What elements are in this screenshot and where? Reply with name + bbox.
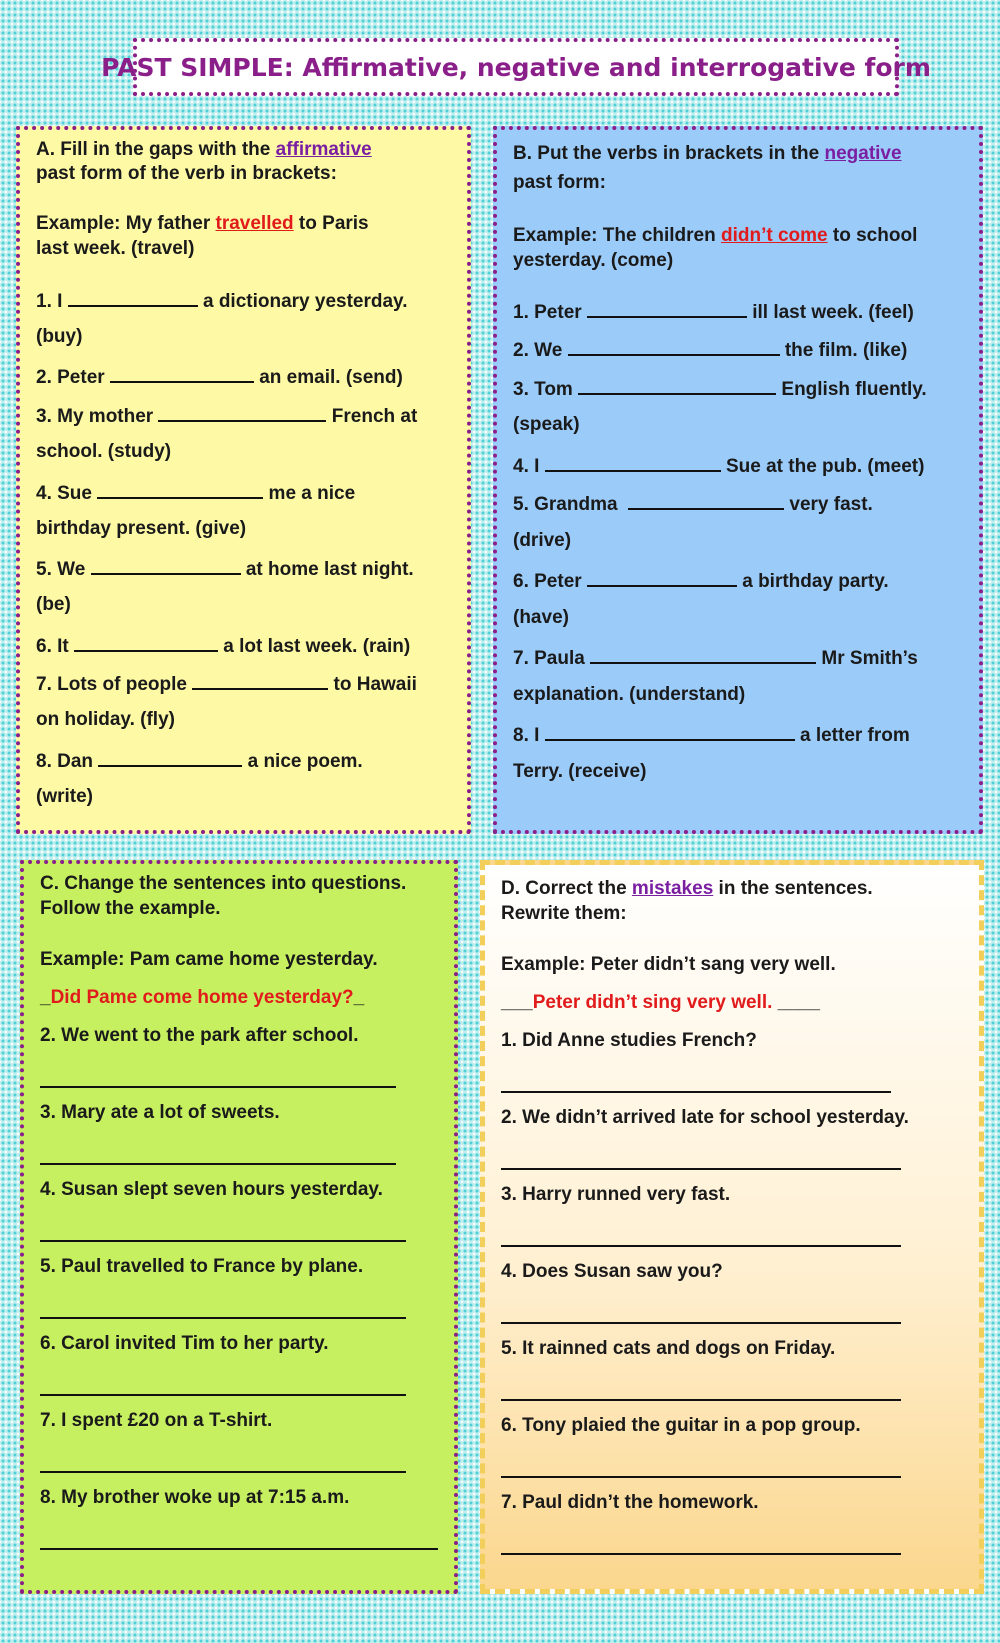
mistakes-keyword: mistakes <box>631 878 714 899</box>
panel-c-heading-line2: Follow the example. <box>40 898 221 919</box>
panel-d-heading: D. Correct the mistakes in the sentences. <box>501 878 873 899</box>
panel-d-example: Example: Peter didn’t sang very well. <box>501 954 836 975</box>
panel-d-heading-line2: Rewrite them: <box>501 903 627 924</box>
example-answer: didn’t come <box>721 225 828 246</box>
question-b6: 6. Peter a birthday party. <box>513 567 889 594</box>
answer-line[interactable] <box>501 1399 901 1401</box>
answer-blank[interactable] <box>587 298 747 318</box>
question-c3: 3. Mary ate a lot of sweets. <box>40 1102 280 1123</box>
panel-a-example-line2: last week. (travel) <box>36 238 195 259</box>
panel-a-heading-line2: past form of the verb in brackets: <box>36 163 337 184</box>
affirmative-keyword: affirmative <box>275 139 372 160</box>
question-b3-cont: (speak) <box>513 414 580 435</box>
question-b4: 4. I Sue at the pub. (meet) <box>513 452 924 479</box>
question-b7: 7. Paula Mr Smith’s <box>513 644 918 671</box>
answer-blank[interactable] <box>74 632 218 652</box>
panel-c-example: Example: Pam came home yesterday. <box>40 949 378 970</box>
question-b6-cont: (have) <box>513 607 569 628</box>
question-b1: 1. Peter ill last week. (feel) <box>513 298 914 325</box>
example-answer: travelled <box>215 213 294 234</box>
question-a8: 8. Dan a nice poem. <box>36 747 363 774</box>
panel-b-example-line2: yesterday. (come) <box>513 250 674 271</box>
answer-blank[interactable] <box>68 287 198 307</box>
question-d6: 6. Tony plaied the guitar in a pop group. <box>501 1415 861 1436</box>
panel-d-example-answer: ___Peter didn’t sing very well. ____ <box>501 992 820 1013</box>
question-d3: 3. Harry runned very fast. <box>501 1184 731 1205</box>
panel-a-heading: A. Fill in the gaps with the affirmative <box>36 139 372 160</box>
worksheet-title: PAST SIMPLE: Affirmative, negative and interrogative form <box>133 38 899 96</box>
answer-blank[interactable] <box>568 336 780 356</box>
panel-b-heading: B. Put the verbs in brackets in the negative <box>513 143 902 164</box>
panel-b-example: Example: The children didn’t come to school <box>513 225 918 246</box>
question-b8: 8. I a letter from <box>513 721 910 748</box>
answer-line[interactable] <box>40 1163 396 1165</box>
panel-corrections <box>480 860 984 1594</box>
question-a8-cont: (write) <box>36 786 93 807</box>
panel-a-example: Example: My father travelled to Paris <box>36 213 369 234</box>
answer-line[interactable] <box>501 1553 901 1555</box>
answer-blank[interactable] <box>628 490 784 510</box>
answer-blank[interactable] <box>110 363 254 383</box>
question-a1: 1. I a dictionary yesterday. <box>36 287 408 314</box>
question-d1: 1. Did Anne studies French? <box>501 1030 757 1051</box>
answer-line[interactable] <box>40 1240 406 1242</box>
question-a3: 3. My mother French at <box>36 402 417 429</box>
question-c2: 2. We went to the park after school. <box>40 1025 359 1046</box>
question-b3: 3. Tom English fluently. <box>513 375 927 402</box>
answer-line[interactable] <box>501 1322 901 1324</box>
answer-line[interactable] <box>40 1471 406 1473</box>
answer-line[interactable] <box>40 1317 406 1319</box>
answer-blank[interactable] <box>158 402 326 422</box>
question-a5-cont: (be) <box>36 594 71 615</box>
question-b8-cont: Terry. (receive) <box>513 761 647 782</box>
answer-line[interactable] <box>40 1086 396 1088</box>
answer-line[interactable] <box>501 1091 891 1093</box>
question-d7: 7. Paul didn’t the homework. <box>501 1492 759 1513</box>
panel-negative <box>493 126 983 834</box>
answer-blank[interactable] <box>91 555 241 575</box>
negative-keyword: negative <box>824 143 902 164</box>
question-a7: 7. Lots of people to Hawaii <box>36 670 417 697</box>
answer-blank[interactable] <box>578 375 776 395</box>
question-a7-cont: on holiday. (fly) <box>36 709 175 730</box>
question-a2: 2. Peter an email. (send) <box>36 363 403 390</box>
question-a4: 4. Sue me a nice <box>36 479 355 506</box>
answer-blank[interactable] <box>590 644 816 664</box>
panel-c-heading: C. Change the sentences into questions. <box>40 873 407 894</box>
answer-line[interactable] <box>501 1168 901 1170</box>
question-c8: 8. My brother woke up at 7:15 a.m. <box>40 1487 350 1508</box>
question-c5: 5. Paul travelled to France by plane. <box>40 1256 364 1277</box>
answer-line[interactable] <box>40 1394 406 1396</box>
question-d2: 2. We didn’t arrived late for school yesterday. <box>501 1107 909 1128</box>
answer-blank[interactable] <box>192 670 328 690</box>
question-d5: 5. It rainned cats and dogs on Friday. <box>501 1338 836 1359</box>
question-b7-cont: explanation. (understand) <box>513 684 746 705</box>
answer-blank[interactable] <box>545 452 721 472</box>
question-c7: 7. I spent £20 on a T-shirt. <box>40 1410 273 1431</box>
panel-c-example-answer: _Did Pame come home yesterday?_ <box>40 987 365 1008</box>
question-b5: 5. Grandma very fast. <box>513 490 873 517</box>
panel-b-heading-line2: past form: <box>513 172 606 193</box>
answer-blank[interactable] <box>97 479 263 499</box>
answer-line[interactable] <box>501 1476 901 1478</box>
question-d4: 4. Does Susan saw you? <box>501 1261 723 1282</box>
answer-line[interactable] <box>501 1245 901 1247</box>
question-b2: 2. We the film. (like) <box>513 336 907 363</box>
answer-blank[interactable] <box>98 747 242 767</box>
question-a1-cont: (buy) <box>36 326 83 347</box>
question-a3-cont: school. (study) <box>36 441 172 462</box>
question-b5-cont: (drive) <box>513 530 572 551</box>
panel-affirmative <box>16 126 471 834</box>
answer-blank[interactable] <box>587 567 737 587</box>
panel-questions <box>20 860 458 1594</box>
answer-blank[interactable] <box>545 721 795 741</box>
question-a5: 5. We at home last night. <box>36 555 414 582</box>
question-c6: 6. Carol invited Tim to her party. <box>40 1333 329 1354</box>
question-a6: 6. It a lot last week. (rain) <box>36 632 410 659</box>
answer-line[interactable] <box>40 1548 438 1550</box>
question-a4-cont: birthday present. (give) <box>36 518 247 539</box>
question-c4: 4. Susan slept seven hours yesterday. <box>40 1179 383 1200</box>
